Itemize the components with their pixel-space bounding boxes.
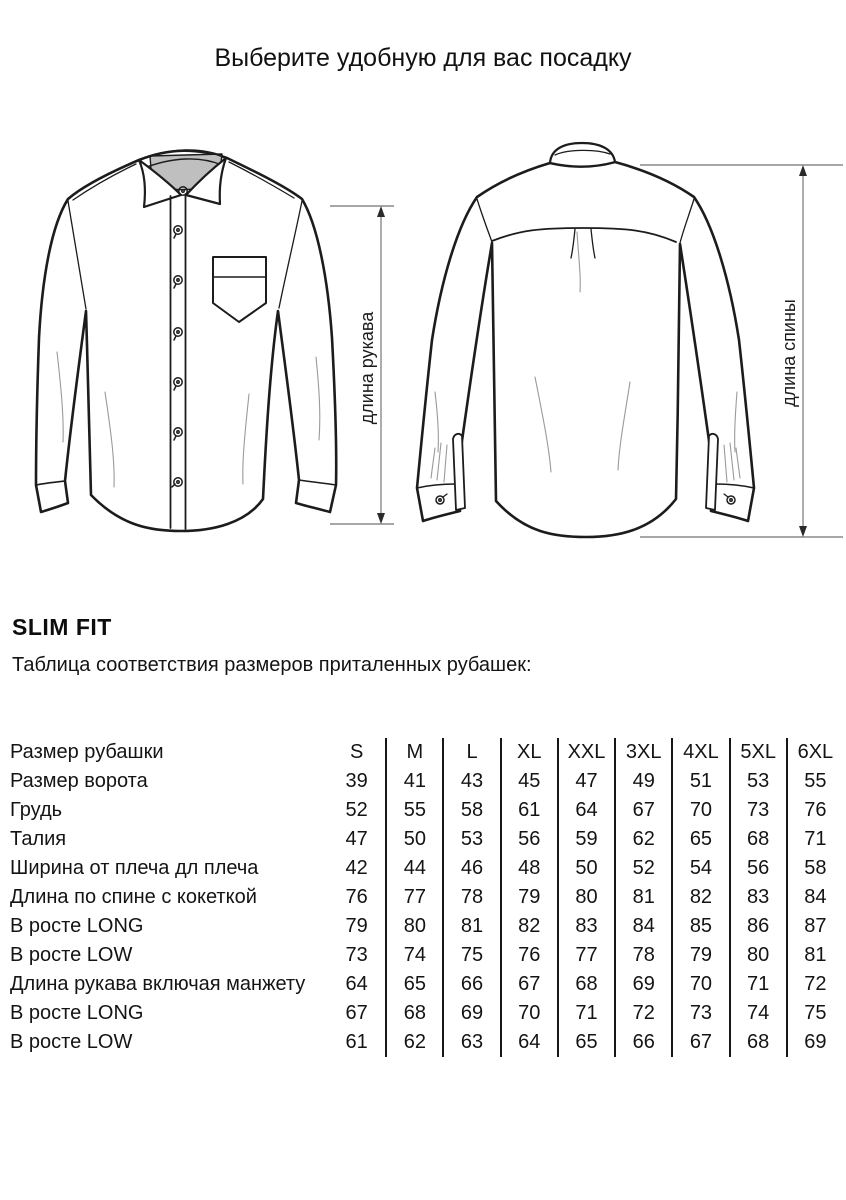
table-cell: 75 (442, 941, 499, 970)
table-cell: 82 (671, 883, 728, 912)
table-cell: 43 (442, 767, 499, 796)
table-cell: 77 (385, 883, 442, 912)
table-cell: 72 (786, 970, 843, 999)
arrow-up-icon (377, 206, 385, 217)
table-cell: 76 (786, 796, 843, 825)
table-cell: 71 (786, 825, 843, 854)
table-cell: 70 (671, 970, 728, 999)
shirt-back-drawing (417, 143, 754, 537)
table-cell: 75 (786, 999, 843, 1028)
table-cell: 55 (385, 796, 442, 825)
row-label: Грудь (10, 799, 63, 821)
table-cell: 82 (500, 912, 557, 941)
table-cell: 49 (614, 767, 671, 796)
table-cell: 79 (500, 883, 557, 912)
sleeve-length-label: длина рукава (357, 311, 377, 425)
size-table (10, 738, 843, 1057)
table-cell: 62 (614, 825, 671, 854)
fit-heading: SLIM FIT (12, 614, 112, 640)
table-cell: 81 (614, 883, 671, 912)
table-cell: 79 (345, 915, 368, 937)
table-cell: 78 (442, 883, 499, 912)
shirt-diagram-svg (0, 130, 846, 575)
table-cell: 80 (385, 912, 442, 941)
table-cell: 67 (345, 1002, 368, 1024)
table-cell: 47 (345, 828, 368, 850)
table-cell: 87 (786, 912, 843, 941)
table-cell: 66 (614, 1028, 671, 1057)
table-cell: 46 (442, 854, 499, 883)
table-cell: 69 (786, 1028, 843, 1057)
row-label: Размер ворота (10, 770, 148, 792)
back-length-label: длина спины (779, 299, 799, 407)
row-label: Ширина от плеча дл плеча (10, 857, 259, 879)
table-cell: 64 (345, 973, 368, 995)
table-cell: 73 (729, 796, 786, 825)
table-row (10, 970, 843, 999)
table-cell: 68 (729, 1028, 786, 1057)
shirt-front-drawing (36, 150, 336, 531)
table-row (10, 883, 843, 912)
table-cell: 62 (385, 1028, 442, 1057)
table-row (10, 912, 843, 941)
sleeve-length-dimension (330, 206, 394, 524)
table-cell: 3XL (614, 738, 671, 767)
table-cell: 68 (557, 970, 614, 999)
table-cell: 63 (442, 1028, 499, 1057)
table-cell: 78 (614, 941, 671, 970)
row-label: В росте LOW (10, 944, 133, 966)
table-cell: 70 (500, 999, 557, 1028)
row-label: Длина рукава включая манжету (10, 973, 306, 995)
table-cell: 69 (442, 999, 499, 1028)
table-cell: 53 (442, 825, 499, 854)
table-row (10, 854, 843, 883)
table-row (10, 825, 843, 854)
table-cell: 74 (729, 999, 786, 1028)
table-cell: 66 (442, 970, 499, 999)
table-cell: 79 (671, 941, 728, 970)
table-cell: 56 (729, 854, 786, 883)
table-cell: S (349, 741, 364, 763)
table-cell: 41 (385, 767, 442, 796)
table-cell: 48 (500, 854, 557, 883)
table-row (10, 767, 843, 796)
table-cell: 67 (671, 1028, 728, 1057)
table-cell: 55 (786, 767, 843, 796)
row-label: Длина по спине с кокеткой (10, 886, 257, 908)
table-cell: 83 (729, 883, 786, 912)
table-cell: L (442, 738, 499, 767)
table-cell: 52 (345, 799, 368, 821)
table-cell: 80 (557, 883, 614, 912)
table-cell: 65 (557, 1028, 614, 1057)
table-cell: 58 (442, 796, 499, 825)
table-cell: 65 (671, 825, 728, 854)
table-cell: 71 (557, 999, 614, 1028)
shirt-diagram (0, 130, 846, 575)
table-cell: 64 (500, 1028, 557, 1057)
table-cell: 81 (786, 941, 843, 970)
table-cell: 52 (614, 854, 671, 883)
table-cell: 73 (671, 999, 728, 1028)
table-cell: 65 (385, 970, 442, 999)
table-cell: 69 (614, 970, 671, 999)
table-cell: 68 (385, 999, 442, 1028)
fit-subtitle: Таблица соответствия размеров приталенных рубашек: (12, 654, 532, 676)
row-label: Талия (10, 828, 67, 850)
table-cell: 45 (500, 767, 557, 796)
table-cell: 6XL (786, 738, 843, 767)
table-cell: 59 (557, 825, 614, 854)
table-cell: 42 (345, 857, 368, 879)
table-cell: 84 (786, 883, 843, 912)
table-cell: 54 (671, 854, 728, 883)
arrow-down-icon (377, 513, 385, 524)
table-cell: 86 (729, 912, 786, 941)
table-cell: 68 (729, 825, 786, 854)
table-cell: 76 (345, 886, 368, 908)
table-cell: 4XL (671, 738, 728, 767)
table-cell: M (385, 738, 442, 767)
table-cell: 67 (614, 796, 671, 825)
table-cell: 50 (557, 854, 614, 883)
table-cell: 61 (500, 796, 557, 825)
table-cell: 80 (729, 941, 786, 970)
table-cell: 67 (500, 970, 557, 999)
table-cell: 83 (557, 912, 614, 941)
table-cell: 53 (729, 767, 786, 796)
table-row (10, 796, 843, 825)
table-cell: 71 (729, 970, 786, 999)
table-cell: 84 (614, 912, 671, 941)
table-cell: 64 (557, 796, 614, 825)
row-label: В росте LONG (10, 915, 144, 937)
table-cell: 51 (671, 767, 728, 796)
table-cell: 72 (614, 999, 671, 1028)
table-cell: 74 (385, 941, 442, 970)
table-cell: 44 (385, 854, 442, 883)
table-cell: 61 (345, 1031, 368, 1053)
table-cell: XL (500, 738, 557, 767)
table-cell: 73 (345, 944, 368, 966)
table-cell: 76 (500, 941, 557, 970)
row-label: В росте LONG (10, 1002, 144, 1024)
table-cell: 70 (671, 796, 728, 825)
table-row (10, 941, 843, 970)
table-cell: 5XL (729, 738, 786, 767)
table-cell: 47 (557, 767, 614, 796)
arrow-down-icon (799, 526, 807, 537)
page-title: Выберите удобную для вас посадку (214, 44, 632, 72)
table-cell: XXL (557, 738, 614, 767)
table-cell: 56 (500, 825, 557, 854)
table-cell: 58 (786, 854, 843, 883)
table-cell: 77 (557, 941, 614, 970)
row-label: Размер рубашки (10, 741, 164, 763)
table-row (10, 738, 843, 767)
table-cell: 81 (442, 912, 499, 941)
table-cell: 85 (671, 912, 728, 941)
table-cell: 50 (385, 825, 442, 854)
table-row (10, 1028, 843, 1057)
table-cell: 39 (345, 770, 368, 792)
table-row (10, 999, 843, 1028)
row-label: В росте LOW (10, 1031, 133, 1053)
arrow-up-icon (799, 165, 807, 176)
